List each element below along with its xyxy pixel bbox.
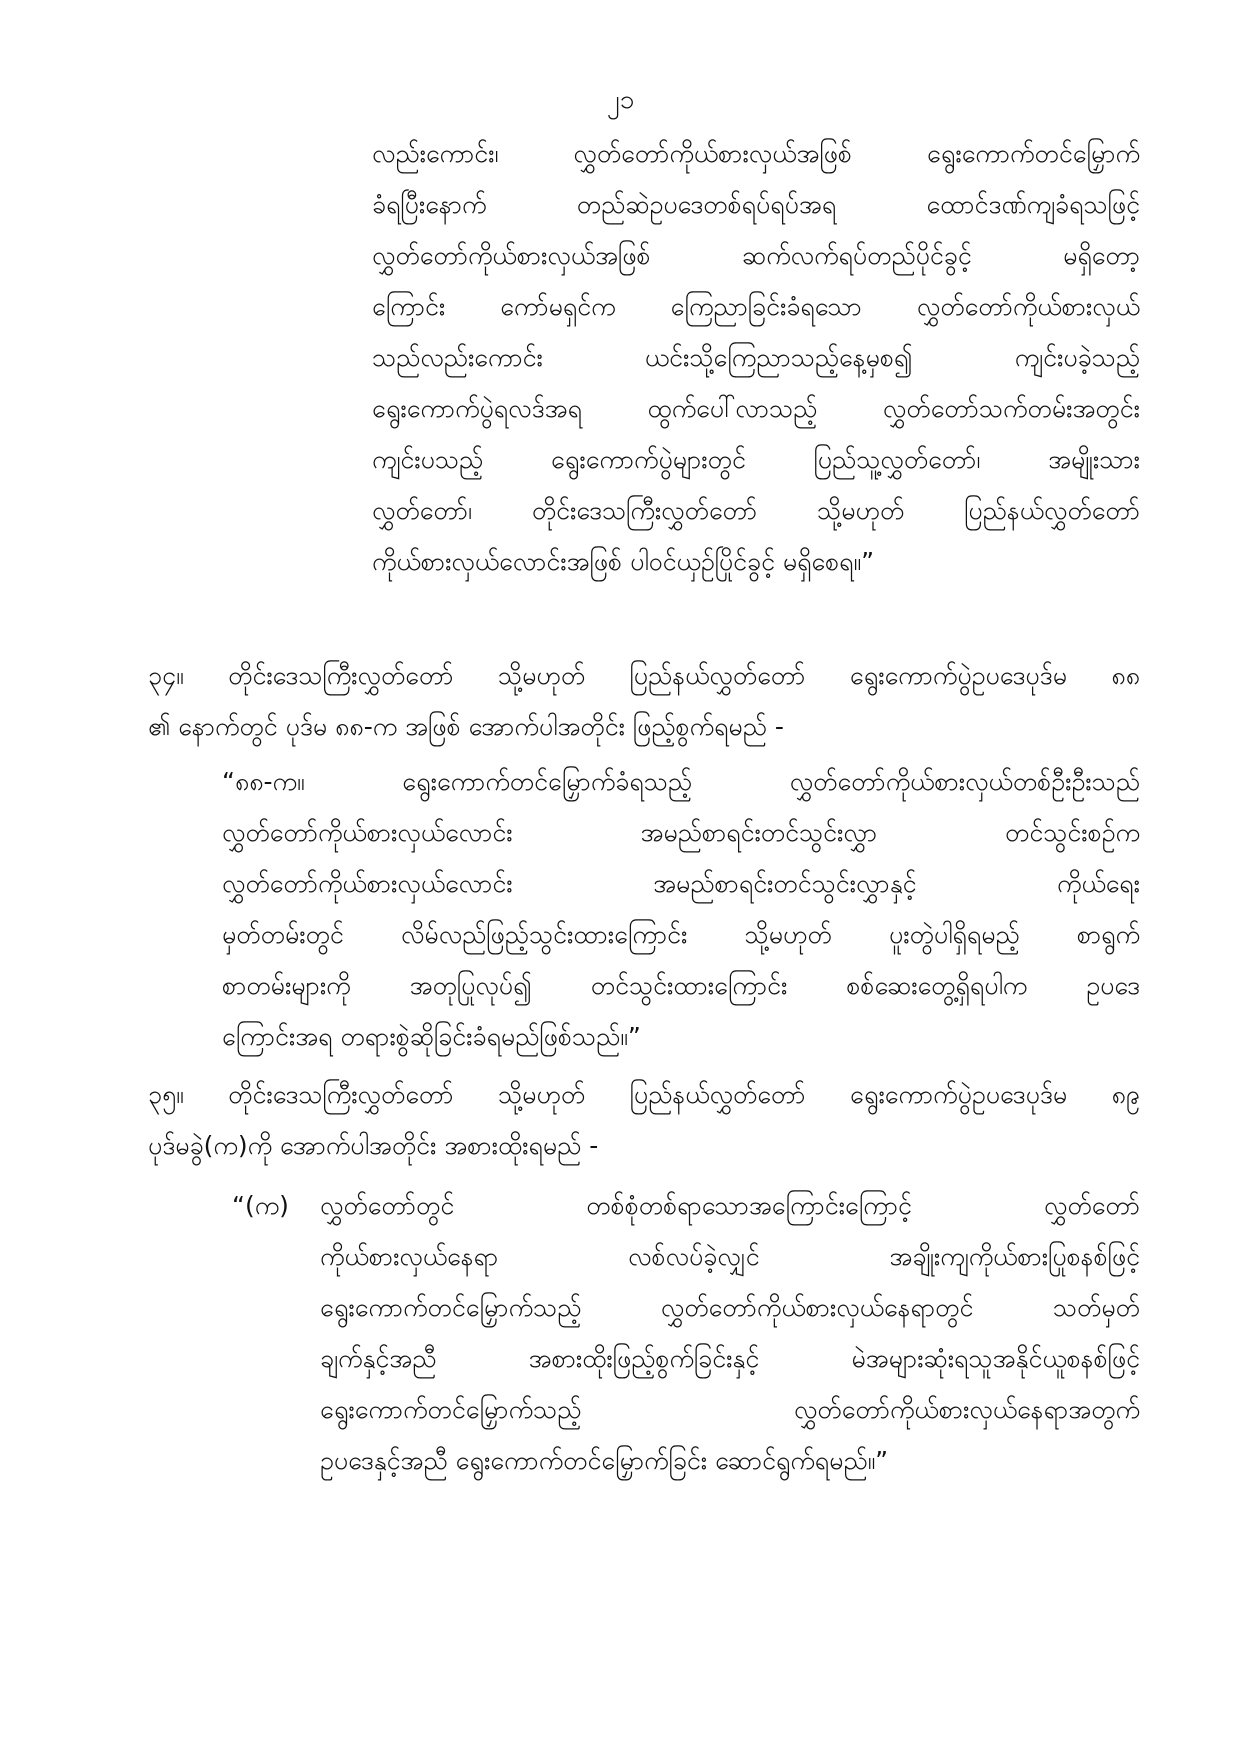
clause-label: “(က)	[232, 1191, 289, 1220]
quote-line: မှတ်တမ်းတွင် လိမ်လည်ဖြည့်သွင်းထားကြောင်း သို့မဟုတ် ပူးတွဲပါရှိရမည့် စာရွက်	[222, 920, 1140, 949]
paragraph-line: သည်လည်းကောင်း ယင်းသို့ကြေညာသည့်နေ့မှစ၍ ကျင်းပခဲ့သည့်	[372, 343, 1140, 372]
section-line: ၃၄။ တိုင်းဒေသကြီးလွှတ်တော် သို့မဟုတ် ပြည်နယ်လွှတ်တော် ရွေးကောက်ပွဲဥပဒေပုဒ်မ ၈၈	[148, 661, 1140, 690]
quote-line: လွှတ်တော်ကိုယ်စားလှယ်လောင်း အမည်စာရင်းတင်သွင်းလွှာနှင့် ကိုယ်ရေး	[222, 869, 1140, 898]
section-34	[148, 650, 1140, 752]
quote-line: ကြောင်းအရ တရားစွဲဆိုခြင်းခံရမည်ဖြစ်သည်။”	[222, 1022, 641, 1051]
paragraph-line: လွှတ်တော်ကိုယ်စားလှယ်အဖြစ် ဆက်လက်ရပ်တည်ပိုင်ခွင့် မရှိတော့	[372, 241, 1140, 270]
section-line: ၏ နောက်တွင် ပုဒ်မ ၈၈-က အဖြစ် အောက်ပါအတိုင်း ဖြည့်စွက်ရမည် -	[148, 712, 784, 741]
quote-line: ရွေးကောက်တင်မြှောက်သည့် လွှတ်တော်ကိုယ်စားလှယ်နေရာတွင် သတ်မှတ်	[320, 1293, 1140, 1322]
page-number: ၂၁	[606, 85, 635, 115]
quote-line: ဥပဒေနှင့်အညီ ရွေးကောက်တင်မြှောက်ခြင်း ဆောင်ရွက်ရမည်။”	[320, 1446, 889, 1475]
quote-line: ရွေးကောက်တင်မြှောက်သည့် လွှတ်တော်ကိုယ်စားလှယ်နေရာအတွက်	[320, 1395, 1140, 1424]
section-35-quote-label	[232, 1180, 312, 1231]
quote-line: ကိုယ်စားလှယ်နေရာ လစ်လပ်ခဲ့လျှင် အချိုးကျကိုယ်စားပြုစနစ်ဖြင့်	[320, 1242, 1140, 1271]
quote-line: လွှတ်တော်တွင် တစ်စုံတစ်ရာသောအကြောင်းကြောင့် လွှတ်တော်	[320, 1191, 1140, 1220]
paragraph-line: ခံရပြီးနောက် တည်ဆဲဥပဒေတစ်ရပ်ရပ်အရ ထောင်ဒဏ်ကျခံရသဖြင့်	[372, 190, 1140, 219]
section-35-quote	[320, 1180, 1140, 1486]
paragraph-line: ကိုယ်စားလှယ်လောင်းအဖြစ် ပါဝင်ယှဉ်ပြိုင်ခွင့် မရှိစေရ။”	[372, 547, 875, 576]
paragraph-line: လွှတ်တော်၊ တိုင်းဒေသကြီးလွှတ်တော် သို့မဟုတ် ပြည်နယ်လွှတ်တော်	[372, 496, 1140, 525]
section-line: ၃၅။ တိုင်းဒေသကြီးလွှတ်တော် သို့မဟုတ် ပြည်နယ်လွှတ်တော် ရွေးကောက်ပွဲဥပဒေပုဒ်မ ၈၉	[148, 1080, 1140, 1109]
paragraph-line: လည်းကောင်း၊ လွှတ်တော်ကိုယ်စားလှယ်အဖြစ် ရွေးကောက်တင်မြှောက်	[372, 139, 1140, 168]
section-35	[148, 1069, 1140, 1171]
continuation-paragraph	[372, 128, 1140, 587]
quote-line: လွှတ်တော်ကိုယ်စားလှယ်လောင်း အမည်စာရင်းတင်သွင်းလွှာ တင်သွင်းစဉ်က	[222, 818, 1140, 847]
section-line: ပုဒ်မခွဲ(က)ကို အောက်ပါအတိုင်း အစားထိုးရမည် -	[148, 1131, 599, 1160]
quote-line: စာတမ်းများကို အတုပြုလုပ်၍ တင်သွင်းထားကြောင်း စစ်ဆေးတွေ့ရှိရပါက ဥပဒေ	[222, 971, 1140, 1000]
paragraph-line: ရွေးကောက်ပွဲရလဒ်အရ ထွက်ပေါ်လာသည့် လွှတ်တော်သက်တမ်းအတွင်း	[372, 394, 1140, 423]
quote-line: ချက်နှင့်အညီ အစားထိုးဖြည့်စွက်ခြင်းနှင့် မဲအများဆုံးရသူအနိုင်ယူစနစ်ဖြင့်	[320, 1344, 1140, 1373]
section-34-quote	[222, 756, 1140, 1062]
paragraph-line: ကျင်းပသည့် ရွေးကောက်ပွဲများတွင် ပြည်သူ့လွှတ်တော်၊ အမျိုးသား	[372, 445, 1140, 474]
paragraph-line: ကြောင်း ကော်မရှင်က ကြေညာခြင်းခံရသော လွှတ်တော်ကိုယ်စားလှယ်	[372, 292, 1140, 321]
quote-line: “၈၈-က။ ရွေးကောက်တင်မြှောက်ခံရသည့် လွှတ်တော်ကိုယ်စားလှယ်တစ်ဦးဦးသည်	[222, 767, 1140, 796]
